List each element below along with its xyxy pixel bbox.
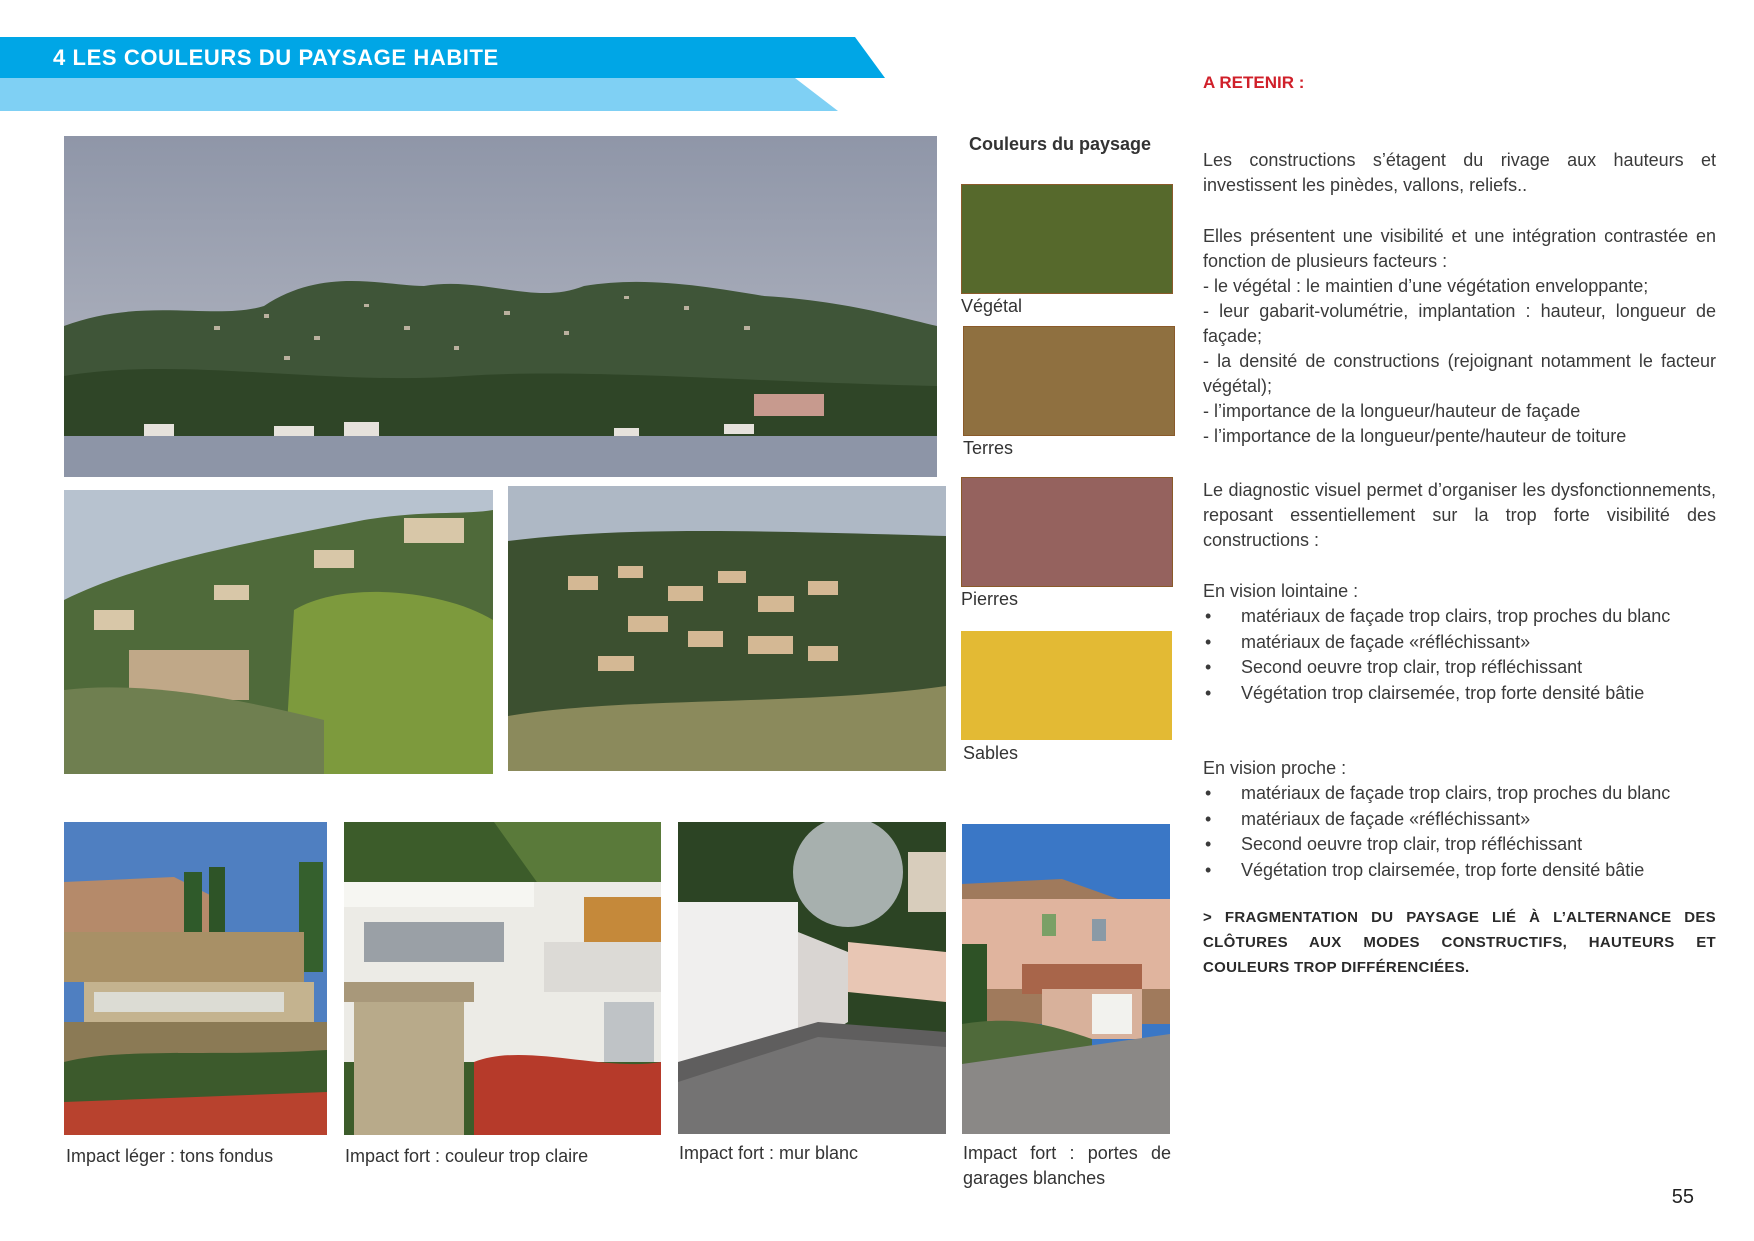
paragraph-line: Elles présentent une visibilité et une intégration contrastée en fonction de plusieurs facteurs : xyxy=(1203,226,1716,271)
photo-garages-blancs xyxy=(962,824,1170,1134)
swatch-label-vegetal: Végétal xyxy=(961,296,1023,316)
paragraph-line: - leur gabarit-volumétrie, implantation : hauteur, longueur de façade; xyxy=(1203,301,1716,346)
list-item: • Végétation trop clairsemée, trop forte densité bâtie xyxy=(1203,681,1716,707)
caption-garages-blancs: Impact fort : portes de garages blanches xyxy=(963,1143,1171,1188)
swatch-label-terres: Terres xyxy=(963,438,1014,458)
paragraph-line: - l’importance de la longueur/pente/hauteur de toiture xyxy=(1203,426,1627,446)
paragraph-text: Les constructions s’étagent du rivage aux hauteurs et investissent les pinèdes, vallons, reliefs.. xyxy=(1203,150,1716,195)
page-title: 4 LES COULEURS DU PAYSAGE HABITE xyxy=(53,45,499,70)
list-item: • matériaux de façade «réfléchissant» xyxy=(1203,630,1716,656)
vision-lointaine-title: En vision lointaine : xyxy=(1203,581,1359,601)
swatch-label-sables: Sables xyxy=(963,743,1019,763)
list-item: • matériaux de façade trop clairs, trop proches du blanc xyxy=(1203,781,1716,807)
paragraph-line: - le végétal : le maintien d’une végétation enveloppante; xyxy=(1203,276,1649,296)
palette-title: Couleurs du paysage xyxy=(968,134,1152,154)
retenir-paragraph-1 xyxy=(1203,148,1716,198)
list-item: • Second oeuvre trop clair, trop réfléchissant xyxy=(1203,832,1716,858)
conclusion-text: > FRAGMENTATION DU PAYSAGE LIÉ À L’ALTERNANCE DES CLÔTURES AUX MODES CONSTRUCTIFS, HAUTEURS ET COULEURS TROP DIFFÉRENCIÉES. xyxy=(1203,909,1716,976)
photo-impact-leger xyxy=(64,822,327,1135)
hillside-photo xyxy=(64,490,493,774)
panorama-photo xyxy=(64,136,937,477)
caption-mur-blanc: Impact fort : mur blanc xyxy=(679,1143,859,1163)
valley-photo xyxy=(508,486,946,771)
list-item: • matériaux de façade «réfléchissant» xyxy=(1203,807,1716,833)
retenir-heading: A RETENIR : xyxy=(1203,73,1305,92)
photo-couleur-claire xyxy=(344,822,661,1135)
caption-couleur-claire: Impact fort : couleur trop claire xyxy=(345,1146,589,1166)
swatch-pierres xyxy=(961,477,1173,587)
paragraph-text: Le diagnostic visuel permet d’organiser les dysfonctionnements, reposant essentiellement sur la trop forte visibilité des constructions : xyxy=(1203,480,1716,550)
page-number: 55 xyxy=(1671,1186,1694,1208)
swatch-vegetal xyxy=(961,184,1173,294)
paragraph-line: - l’importance de la longueur/hauteur de façade xyxy=(1203,401,1581,421)
retenir-paragraph-2 xyxy=(1203,224,1716,449)
retenir-paragraph-3 xyxy=(1203,478,1716,553)
swatch-sables xyxy=(961,631,1172,740)
vision-lointaine-list xyxy=(1203,604,1716,706)
swatch-terres xyxy=(963,326,1175,436)
paragraph-line: - la densité de constructions (rejoignant notamment le facteur végétal); xyxy=(1203,351,1716,396)
vision-proche-title: En vision proche : xyxy=(1203,758,1347,778)
list-item: • Végétation trop clairsemée, trop forte densité bâtie xyxy=(1203,858,1716,884)
swatch-label-pierres: Pierres xyxy=(961,589,1019,609)
list-item: • matériaux de façade trop clairs, trop proches du blanc xyxy=(1203,604,1716,630)
list-item: • Second oeuvre trop clair, trop réfléchissant xyxy=(1203,655,1716,681)
photo-mur-blanc xyxy=(678,822,946,1134)
vision-proche-list xyxy=(1203,781,1716,883)
caption-impact-leger: Impact léger : tons fondus xyxy=(66,1146,274,1166)
header-banner-back xyxy=(0,78,838,111)
